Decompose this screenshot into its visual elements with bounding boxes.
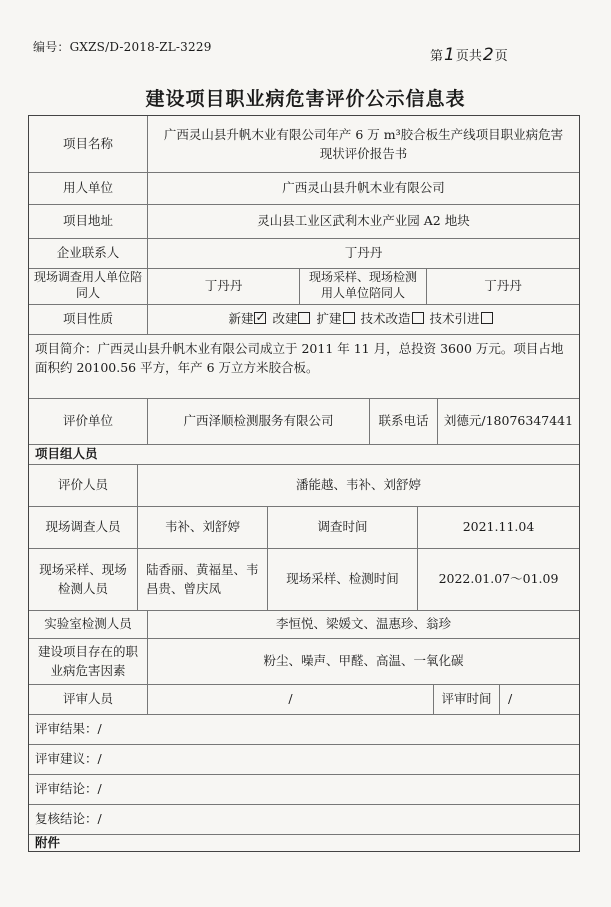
review-result: 评审结果：/ bbox=[35, 721, 102, 737]
sampling-label: 现场采样、现场检测人员 bbox=[39, 561, 127, 596]
row-evaluator bbox=[29, 398, 579, 445]
option-new-checkbox[interactable] bbox=[254, 312, 266, 324]
contact-value: 丁丹丹 bbox=[147, 238, 579, 268]
nature-options bbox=[147, 304, 579, 334]
survey-time-value: 2021.11.04 bbox=[417, 506, 579, 548]
employer-value: 广西灵山县升帆木业有限公司 bbox=[147, 172, 579, 204]
row-survey bbox=[29, 506, 579, 549]
phone-value: 刘德元/18076347441 bbox=[437, 398, 579, 444]
page-current: 1 bbox=[444, 45, 455, 65]
reviewers-value: / bbox=[147, 684, 433, 714]
option-tech-import-checkbox[interactable] bbox=[481, 312, 493, 324]
evaluator-value: 广西泽顺检测服务有限公司 bbox=[147, 398, 369, 444]
nature-label: 项目性质 bbox=[62, 311, 113, 327]
option-new-label: 新建 bbox=[228, 311, 254, 327]
contact-label: 企业联系人 bbox=[56, 245, 120, 261]
attachment-label: 附件 bbox=[35, 834, 61, 850]
review-time-value: / bbox=[499, 684, 579, 714]
row-recheck-conclusion bbox=[29, 804, 579, 835]
page-title: 建设项目职业病危害评价公示信息表 bbox=[145, 88, 466, 110]
row-contact bbox=[29, 238, 579, 269]
hazards-value: 粉尘、噪声、甲醛、高温、一氧化碳 bbox=[147, 638, 579, 684]
survey-time-label: 调查时间 bbox=[267, 506, 417, 548]
address-label: 项目地址 bbox=[62, 213, 113, 229]
sampling-time-value: 2022.01.07～01.09 bbox=[417, 548, 579, 610]
accompany-sampling-value: 丁丹丹 bbox=[426, 268, 579, 304]
document-number: 编号：GXZS/D-2018-ZL-3229 bbox=[33, 40, 212, 54]
survey-value: 韦补、刘舒婷 bbox=[137, 506, 267, 548]
phone-label: 联系电话 bbox=[369, 398, 437, 444]
row-review-result bbox=[29, 714, 579, 745]
address-value: 灵山县工业区武利木业产业园 A2 地块 bbox=[147, 204, 579, 238]
option-tech-import-label: 技术引进 bbox=[429, 311, 480, 327]
row-review-conclusion bbox=[29, 774, 579, 805]
page-prefix: 第 bbox=[430, 49, 444, 64]
project-summary: 项目简介：广西灵山县升帆木业有限公司成立于 2011 年 11 月，总投资 3600 万元。项目占地面积约 20100.56 平方，年产 6 万立方米胶合板。 bbox=[35, 341, 564, 376]
row-reviewers bbox=[29, 684, 579, 715]
row-hazards bbox=[29, 638, 579, 685]
review-time-label: 评审时间 bbox=[433, 684, 499, 714]
accompany-survey-value: 丁丹丹 bbox=[147, 268, 299, 304]
option-expand-label: 扩建 bbox=[316, 311, 342, 327]
row-assessors bbox=[29, 464, 579, 507]
option-rebuild-label: 改建 bbox=[272, 311, 298, 327]
team-header: 项目组人员 bbox=[35, 446, 98, 462]
assessors-value: 潘能越、韦补、刘舒婷 bbox=[137, 464, 579, 506]
accompany-survey-label: 现场调查用人单位陪同人 bbox=[33, 270, 142, 300]
employer-label: 用人单位 bbox=[62, 180, 113, 196]
project-name-label: 项目名称 bbox=[62, 136, 113, 152]
row-attachment bbox=[29, 834, 579, 851]
row-nature bbox=[29, 304, 579, 335]
sampling-time-label: 现场采样、检测时间 bbox=[267, 548, 417, 610]
row-review-advice bbox=[29, 744, 579, 775]
page-indicator bbox=[430, 45, 508, 65]
option-tech-upgrade-label: 技术改造 bbox=[360, 311, 411, 327]
row-lab bbox=[29, 610, 579, 639]
survey-label: 现场调查人员 bbox=[45, 519, 121, 535]
project-name-value: 广西灵山县升帆木业有限公司年产 6 万 m³胶合板生产线项目职业病危害现状评价报告书 bbox=[147, 116, 579, 172]
row-accompany bbox=[29, 268, 579, 305]
row-summary bbox=[29, 334, 579, 399]
row-sampling bbox=[29, 548, 579, 611]
page-suffix: 页 bbox=[494, 49, 508, 64]
review-conclusion: 评审结论：/ bbox=[35, 781, 102, 797]
row-employer bbox=[29, 172, 579, 205]
option-expand-checkbox[interactable] bbox=[343, 312, 355, 324]
page-total: 2 bbox=[482, 45, 494, 65]
accompany-sampling-label: 现场采样、现场检测用人单位陪同人 bbox=[299, 268, 426, 304]
row-project-name bbox=[29, 116, 579, 173]
lab-value: 李恒悦、梁媛文、温惠珍、翁珍 bbox=[147, 610, 579, 638]
reviewers-label: 评审人员 bbox=[62, 691, 113, 707]
row-address bbox=[29, 204, 579, 239]
hazards-label: 建设项目存在的职业病危害因素 bbox=[37, 643, 138, 678]
assessors-label: 评价人员 bbox=[57, 477, 108, 493]
recheck-conclusion: 复核结论：/ bbox=[35, 811, 102, 827]
info-table bbox=[28, 115, 580, 852]
row-team-header bbox=[29, 444, 579, 465]
option-rebuild-checkbox[interactable] bbox=[298, 312, 310, 324]
option-tech-upgrade-checkbox[interactable] bbox=[412, 312, 424, 324]
sampling-value: 陆香丽、黄福星、韦昌贵、曾庆凤 bbox=[137, 548, 267, 610]
lab-label: 实验室检测人员 bbox=[44, 616, 132, 632]
review-advice: 评审建议：/ bbox=[35, 751, 102, 767]
page-middle: 页共 bbox=[455, 49, 482, 64]
evaluator-label: 评价单位 bbox=[62, 413, 113, 429]
